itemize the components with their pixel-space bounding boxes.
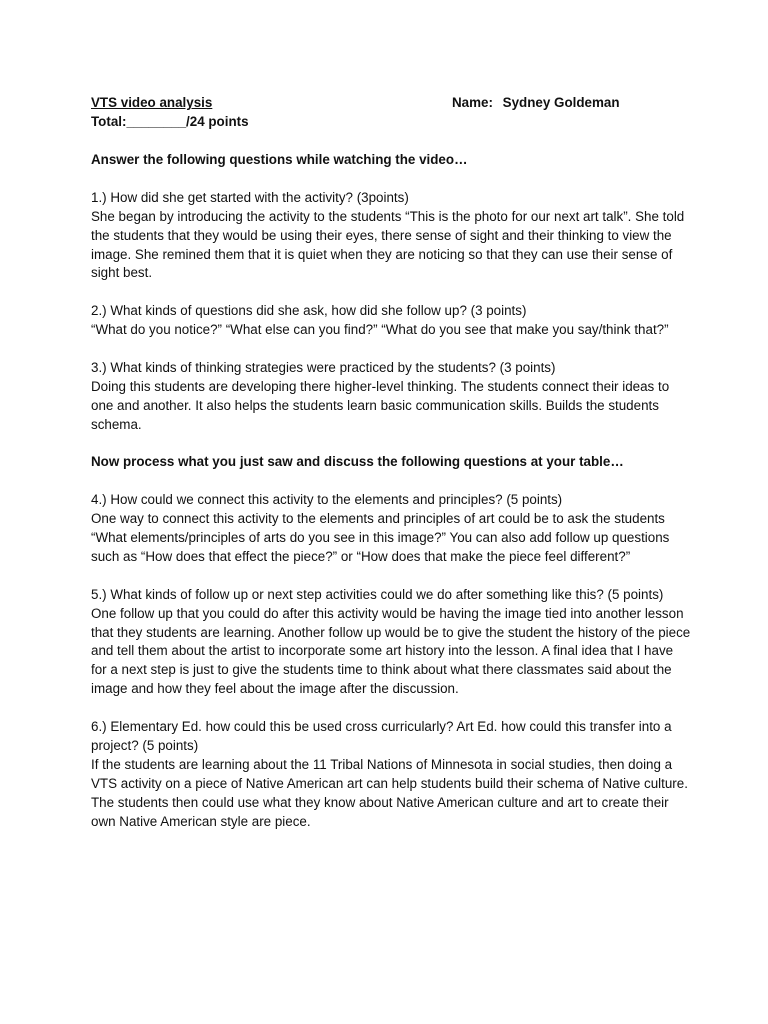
section-heading-discussion: Now process what you just saw and discuss the following questions at your table…: [91, 454, 624, 470]
student-name-field: [452, 94, 620, 113]
question-block-1: [91, 189, 691, 284]
document-header: [91, 94, 691, 113]
question-4: 4.) How could we connect this activity to the elements and principles? (5 points): [91, 492, 563, 508]
answer-1: She began by introducing the activity to the students “This is the photo for our next art talk”. She told the students that they would be using their eyes, there sense of sight and their thinking to view the image. She remined them that it is quiet when they are noticing so that they can use their sense of sight best.: [91, 208, 685, 281]
document-title: VTS video analysis: [91, 95, 213, 110]
question-block-6: [91, 718, 691, 831]
question-block-5: [91, 586, 691, 699]
answer-4: One way to connect this activity to the elements and principles of art could be to ask the students “What elements/principles of arts do you see in this image?” You can also add follow up questions such as “How does that effect the piece?” or “How does that make the piece feel different?”: [91, 511, 670, 564]
question-block-3: [91, 359, 691, 435]
document-body: [91, 151, 691, 850]
question-3: 3.) What kinds of thinking strategies were practiced by the students? (3 points): [91, 359, 556, 375]
question-5: 5.) What kinds of follow up or next step activities could we do after something like this? (5 points): [91, 586, 664, 602]
answer-3: Doing this students are developing there higher-level thinking. The students connect their ideas to one and another. It also helps the students learn basic communication skills. Builds the students schema.: [91, 378, 670, 432]
answer-6: If the students are learning about the 11 Tribal Nations of Minnesota in social studies, then doing a VTS activity on a piece of Native American art can help students build their schema of Native culture. The students then could use what they know about Native American culture and art to create their own Native American style are piece.: [91, 756, 688, 829]
section-heading-watching: Answer the following questions while watching the video…: [91, 152, 468, 167]
question-6: 6.) Elementary Ed. how could this be used cross curricularly? Art Ed. how could this transfer into a project? (5 points): [91, 719, 672, 753]
answer-5: One follow up that you could do after this activity would be having the image tied into another lesson that they students are learning. Another follow up would be to give the student the history of the piece and tell them about the artist to incorporate some art history into the lesson. A final idea that I have for a next step is just to give the students time to think about what there classmates said about the image and how they feel about the image after the discussion.: [91, 605, 691, 697]
question-1: 1.) How did she get started with the activity? (3points): [91, 189, 409, 205]
question-block-4: [91, 491, 691, 567]
answer-2: “What do you notice?” “What else can you find?” “What do you see that make you say/think that?”: [91, 322, 669, 338]
question-2: 2.) What kinds of questions did she ask, how did she follow up? (3 points): [91, 303, 527, 319]
question-block-2: [91, 302, 691, 340]
name-label: Name:: [452, 95, 493, 110]
student-name: Sydney Goldeman: [502, 95, 620, 110]
total-points-line: Total:________/24 points: [91, 114, 249, 129]
